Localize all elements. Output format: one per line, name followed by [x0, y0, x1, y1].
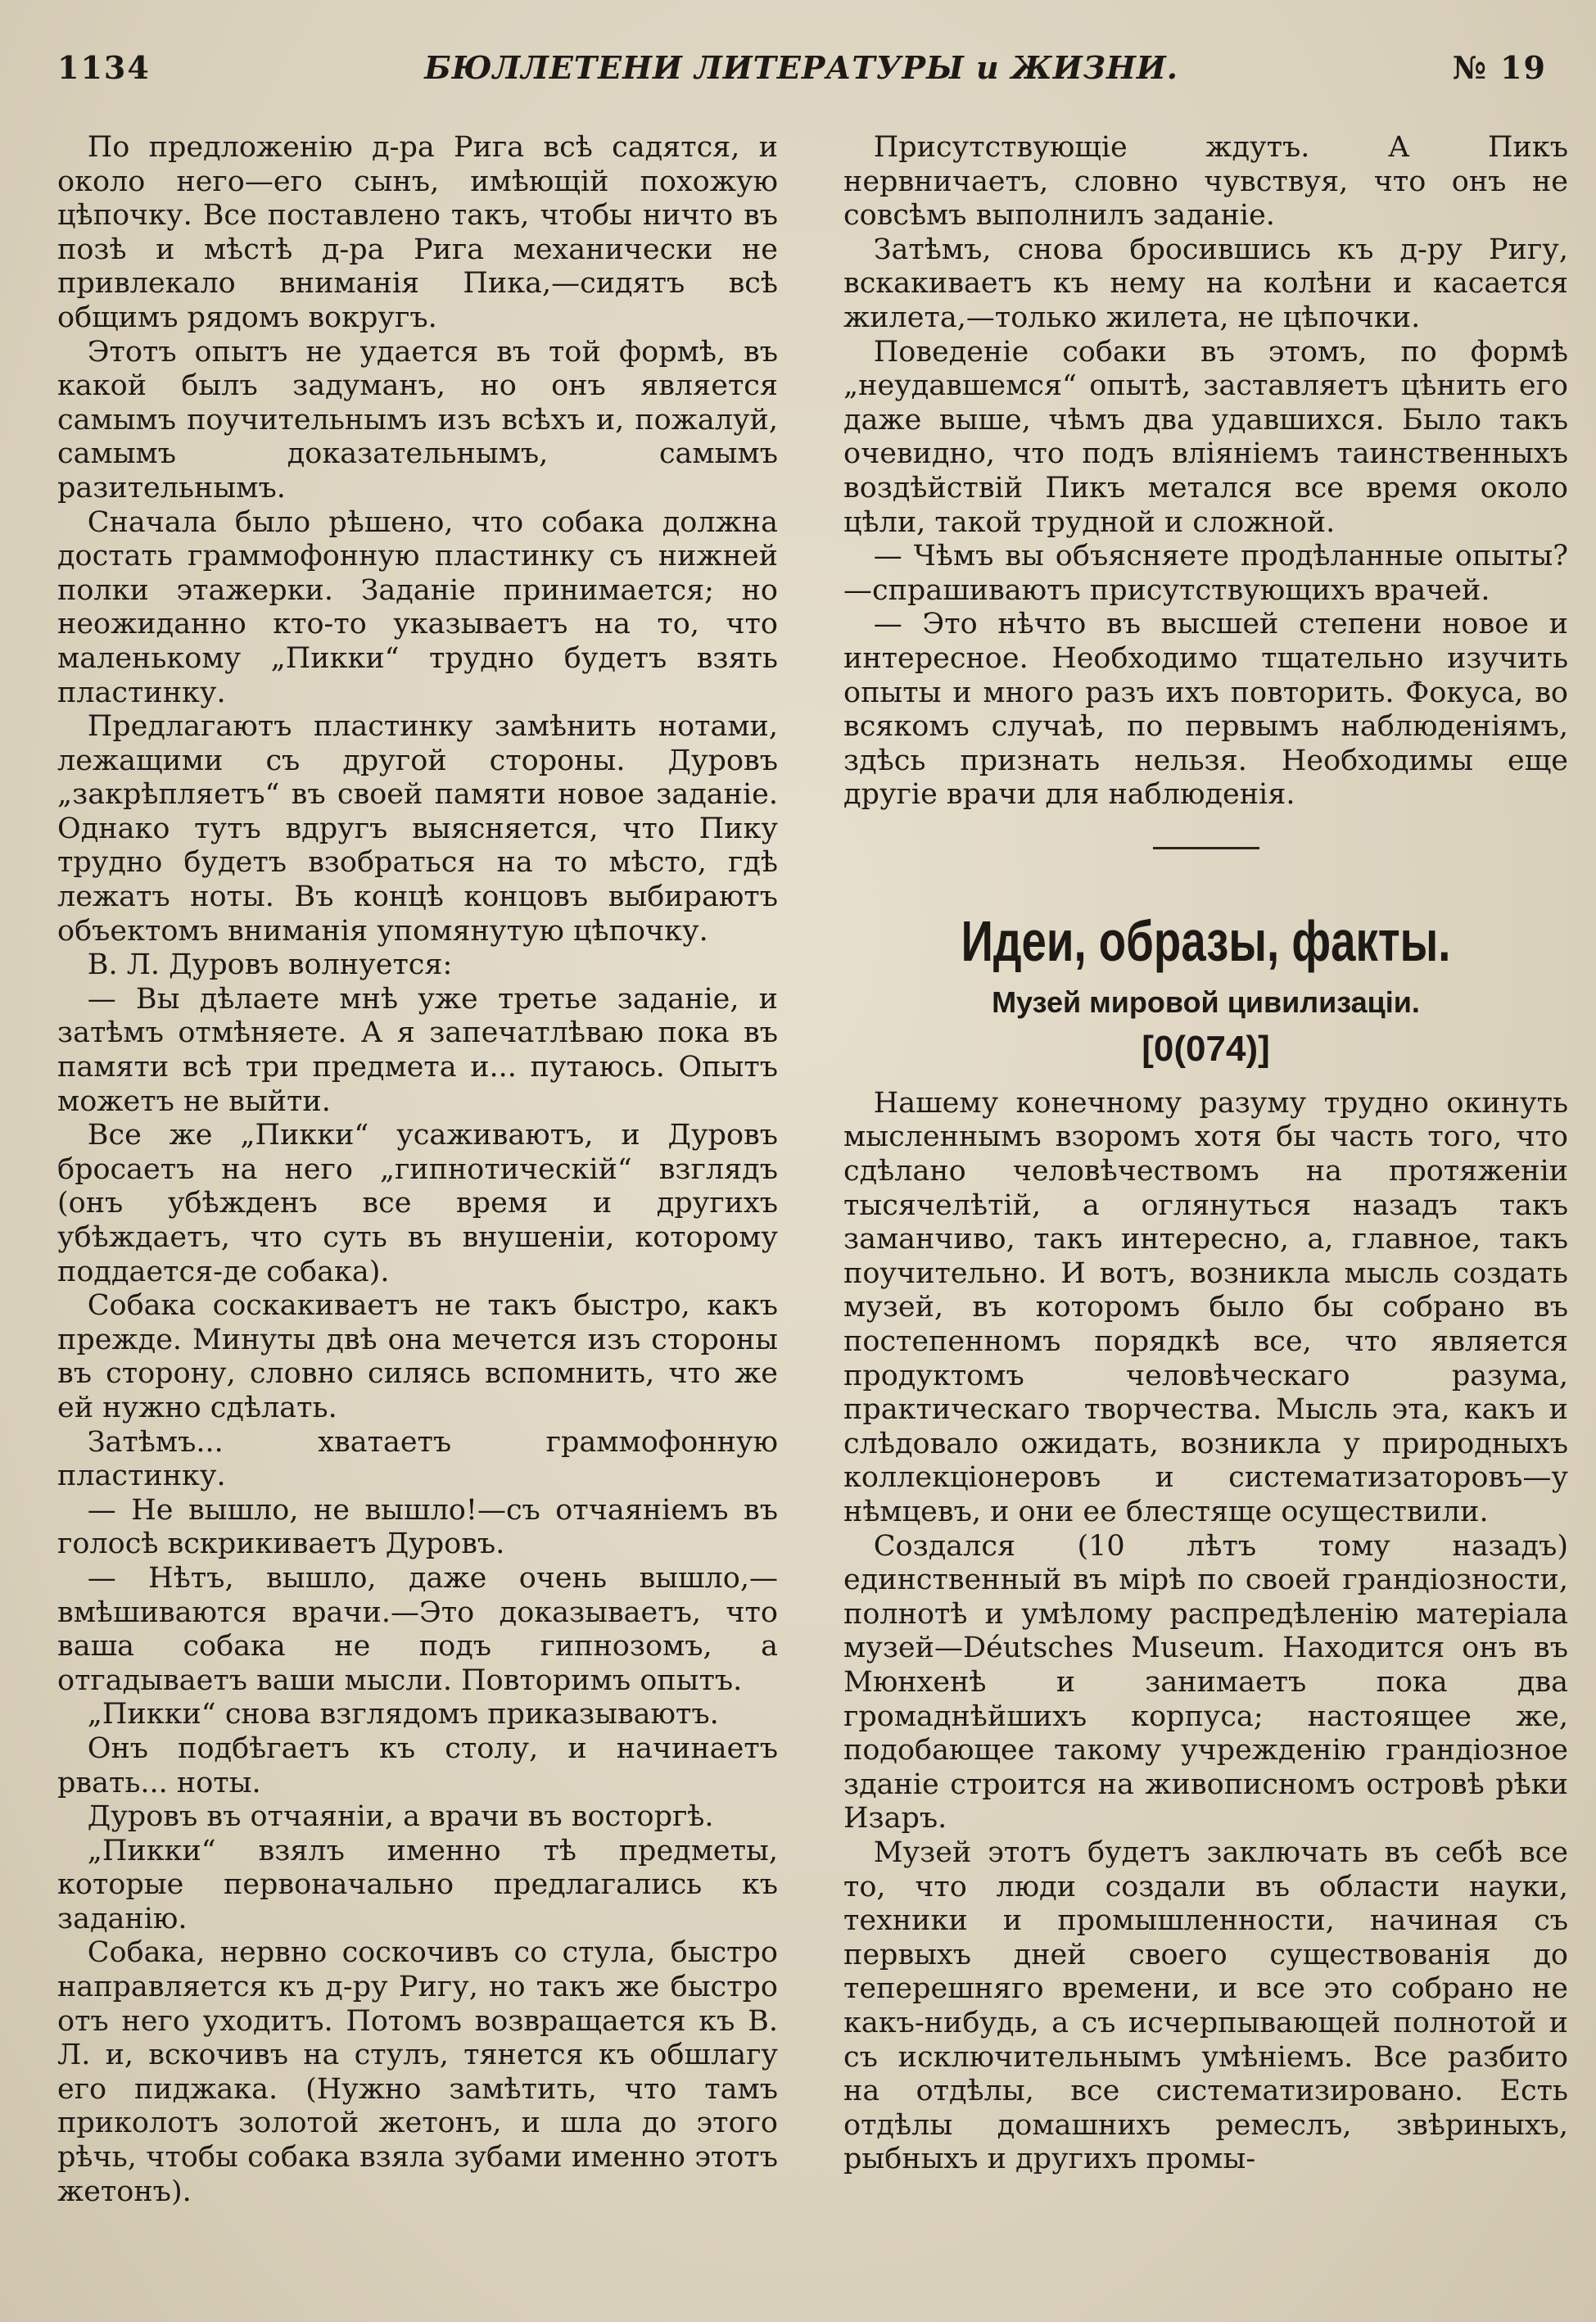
paragraph: „Пикки“ снова взглядомъ приказываютъ.: [87, 1698, 719, 1731]
paragraph: — Это нѣчто въ высшей степени новое и интересное. Необходимо тщательно изучить опыты и много разъ ихъ повторить. Фокуса, во всякомъ случаѣ, по первымъ наблюденіямъ, здѣсь признать нельзя. Необходимы еще другіе врачи для наблюденія.: [843, 608, 1568, 812]
paragraph: В. Л. Дуровъ волнуется:: [87, 948, 453, 982]
paragraph: Собака, нервно соскочивъ со стула, быстро направляется къ д-ру Ригу, но такъ же быстро отъ него уходитъ. Потомъ возвращается къ В. Л. и, вскочивъ на стулъ, тянется къ обшлагу его пиджака. (Нужно замѣтить, что тамъ приколотъ золотой жетонъ, и шла до этого рѣчь, чтобы собака взяла зубами именно этотъ жетонъ).: [57, 1936, 778, 2208]
running-header: [57, 49, 1547, 98]
right-column: [843, 131, 1568, 2289]
paragraph: Создался (10 лѣтъ тому назадъ) единственный въ мірѣ по своей грандіозности, полнотѣ и умѣлому распредѣленію матеріала музей—Déutsches Museum. Находится онъ въ Мюнхенѣ и занимаетъ пока два громаднѣйшихъ корпуса; настоящее же, подобающее такому учрежденію грандіозное зданіе строится на живописномъ островѣ рѣки Изаръ.: [843, 1529, 1568, 1835]
paragraph: Все же „Пикки“ усаживаютъ, и Дуровъ бросаетъ на него „гипнотическій“ взглядъ (онъ убѣжденъ все время и другихъ убѣждаетъ, что суть въ внушеніи, которому поддается-де собака).: [57, 1119, 778, 1288]
paragraph: Этотъ опытъ не удается въ той формѣ, въ какой былъ задуманъ, но онъ является самымъ поучительнымъ изъ всѣхъ и, пожалуй, самымъ доказательнымъ, самымъ разительнымъ.: [57, 335, 778, 505]
paragraph: — Вы дѣлаете мнѣ уже третье заданіе, и затѣмъ отмѣняете. А я запечатлѣваю пока въ памяти всѣ три предмета и... путаюсь. Опытъ можетъ не выйти.: [57, 982, 778, 1118]
section-title: Идеи, образы, факты.: [961, 908, 1451, 973]
paragraph: По предложенію д-ра Рига всѣ садятся, и около него—его сынъ, имѣющій похожую цѣпочку. Все поставлено такъ, чтобы ничто въ позѣ и мѣстѣ д-ра Рига механически не привлекало вниманія Пика,—сидятъ всѣ общимъ рядомъ вокругъ.: [57, 131, 778, 334]
page-number: 1134: [57, 49, 151, 86]
paragraph: — Не вышло, не вышло!—съ отчаяніемъ въ голосѣ вскрикиваетъ Дуровъ.: [57, 1493, 778, 1561]
udc-code: [0(074)]: [1142, 1028, 1270, 1069]
paragraph: Присутствующіе ждутъ. А Пикъ нервничаетъ, словно чувствуя, что онъ не совсѣмъ выполнилъ заданіе.: [843, 131, 1568, 233]
issue-number: № 19: [1452, 49, 1547, 86]
paragraph: Предлагаютъ пластинку замѣнить нотами, лежащими съ другой стороны. Дуровъ „закрѣпляетъ“ въ своей памяти новое заданіе. Однако тутъ вдругъ выясняется, что Пику трудно будетъ взобраться на то мѣсто, гдѣ лежатъ ноты. Въ концѣ концовъ выбираютъ объектомъ вниманія упомянутую цѣпочку.: [57, 710, 778, 948]
section-divider: [1153, 847, 1259, 849]
paragraph: Дуровъ въ отчаяніи, а врачи въ восторгѣ.: [87, 1800, 714, 1834]
paragraph: Затѣмъ... хватаетъ граммофонную пластинку.: [57, 1425, 778, 1493]
paragraph: Нашему конечному разуму трудно окинуть мысленнымъ взоромъ хотя бы часть того, что сдѣлано человѣчествомъ на протяженіи тысячелѣтій, а оглянуться назадъ такъ заманчиво, такъ интересно, а, главное, такъ поучительно. И вотъ, возникла мысль создать музей, въ которомъ было бы собрано въ постепенномъ порядкѣ все, что является продуктомъ человѣческаго разума, практическаго творчества. Мысль эта, какъ и слѣдовало ожидать, возникла у природныхъ коллекціонеровъ и систематизаторовъ—у нѣмцевъ, и они ее блестяще осуществили.: [843, 1086, 1568, 1528]
paragraph: „Пикки“ взялъ именно тѣ предметы, которые первоначально предлагались къ заданію.: [57, 1834, 778, 1935]
article-title: Музей мировой цивилизаціи.: [992, 984, 1420, 1019]
paragraph: Собака соскакиваетъ не такъ быстро, какъ прежде. Минуты двѣ она мечется изъ стороны въ сторону, словно силясь вспомнить, что же ей нужно сдѣлать.: [57, 1289, 778, 1424]
paragraph: Поведеніе собаки въ этомъ, по формѣ „неудавшемся“ опытѣ, заставляетъ цѣнить его даже выше, чѣмъ два удавшихся. Было такъ очевидно, что подъ вліяніемъ таинственныхъ воздѣйствій Пикъ метался все время около цѣли, такой трудной и сложной.: [843, 335, 1568, 539]
paragraph: — Чѣмъ вы объясняете продѣланные опыты?—спрашиваютъ присутствующихъ врачей.: [843, 540, 1568, 607]
journal-title: БЮЛЛЕТЕНИ ЛИТЕРАТУРЫ и ЖИЗНИ.: [424, 49, 1179, 86]
paragraph: Онъ подбѣгаетъ къ столу, и начинаетъ рвать... ноты.: [57, 1731, 778, 1799]
paragraph: Музей этотъ будетъ заключать въ себѣ все то, что люди создали въ области науки, техники и промышленности, начиная съ первыхъ дней своего существованія до теперешняго времени, и все это собрано не какъ-нибудь, а съ исчерпывающей полнотой и съ исключительнымъ умѣніемъ. Все разбито на отдѣлы, все систематизировано. Есть отдѣлы домашнихъ ремеслъ, звѣриныхъ, рыбныхъ и другихъ промы-: [843, 1835, 1568, 2176]
left-column: [57, 131, 778, 2289]
paragraph: Сначала было рѣшено, что собака должна достать граммофонную пластинку съ нижней полки этажерки. Заданіе принимается; но неожиданно кто-то указываетъ на то, что маленькому „Пикки“ трудно будетъ взять пластинку.: [57, 505, 778, 709]
paragraph: — Нѣтъ, вышло, даже очень вышло,— вмѣшиваются врачи.—Это доказываетъ, что ваша собака не подъ гипнозомъ, а отгадываетъ ваши мысли. Повторимъ опытъ.: [57, 1561, 778, 1697]
paragraph: Затѣмъ, снова бросившись къ д-ру Ригу, вскакиваетъ къ нему на колѣни и касается жилета,—только жилета, не цѣпочки.: [843, 233, 1568, 334]
